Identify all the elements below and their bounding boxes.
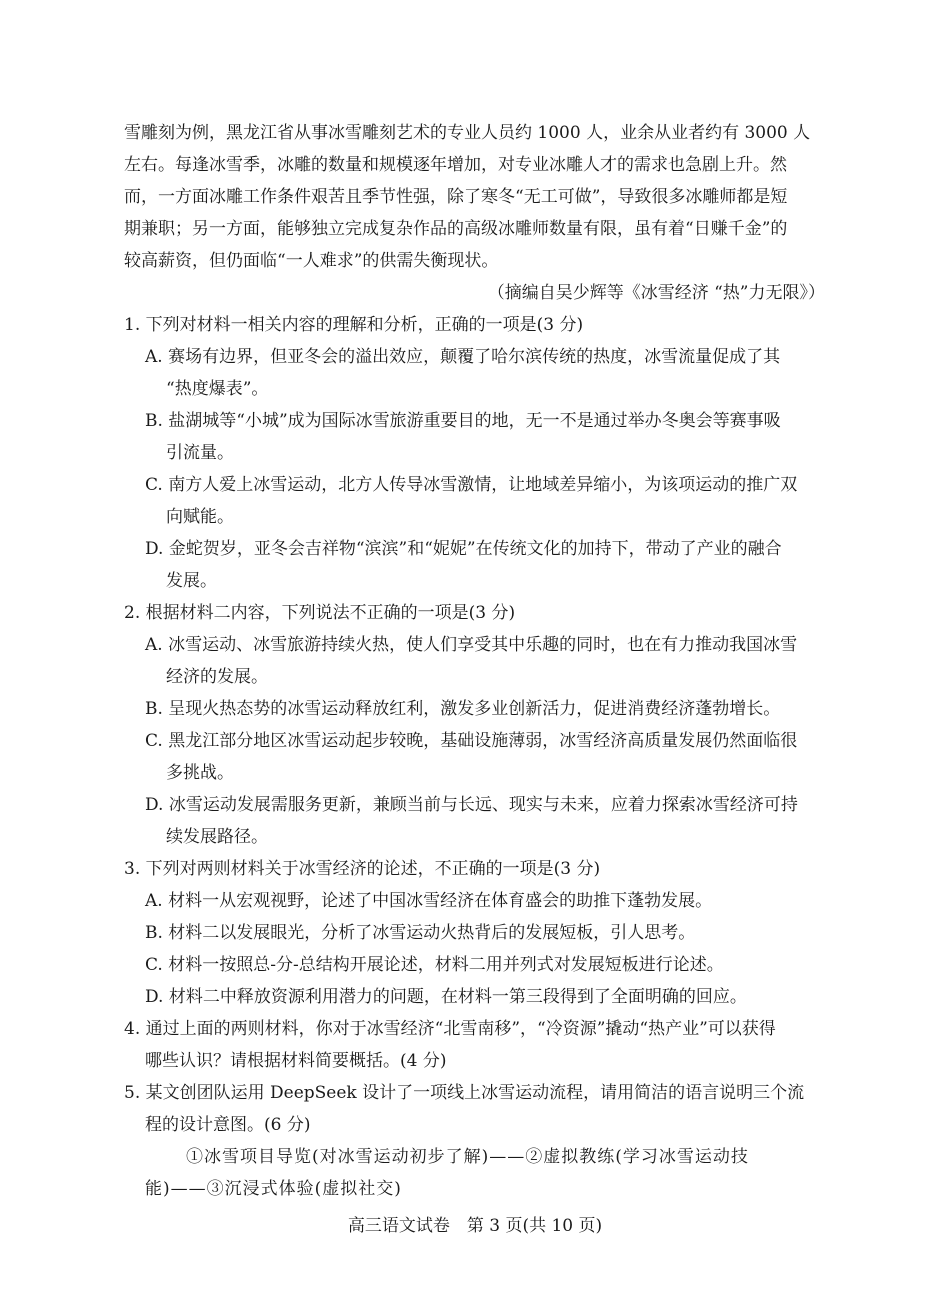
question-5-flow-cont: 能)——③沉浸式体验(虚拟社交) <box>145 1179 402 1199</box>
question-1-option-d-cont: 发展。 <box>166 571 217 591</box>
question-1-option-c: C. 南方人爱上冰雪运动，北方人传导冰雪激情，让地域差异缩小，为该项运动的推广双 <box>145 475 798 495</box>
question-5-flow: ①冰雪项目导览(对冰雪运动初步了解)——②虚拟教练(学习冰雪运动技 <box>186 1147 749 1167</box>
question-1-option-d: D. 金蛇贺岁，亚冬会吉祥物“滨滨”和“妮妮”在传统文化的加持下，带动了产业的融合 <box>145 539 782 559</box>
question-1-option-b-cont: 引流量。 <box>166 443 234 463</box>
question-1-option-c-cont: 向赋能。 <box>166 507 234 527</box>
question-3-option-d: D. 材料二中释放资源利用潜力的问题，在材料一第三段得到了全面明确的回应。 <box>145 987 747 1007</box>
question-5-stem: 5. 某文创团队运用 DeepSeek 设计了一项线上冰雪运动流程，请用简洁的语言说明三个流 <box>124 1083 805 1103</box>
question-2-option-a-cont: 经济的发展。 <box>166 667 268 687</box>
question-1-option-b: B. 盐湖城等“小城”成为国际冰雪旅游重要目的地，无一不是通过举办冬奥会等赛事吸 <box>145 411 781 431</box>
passage-line: 雪雕刻为例，黑龙江省从事冰雪雕刻艺术的专业人员约 1000 人，业余从业者约有 3000 人 <box>124 123 811 143</box>
question-3-option-a: A. 材料一从宏观视野，论述了中国冰雪经济在体育盛会的助推下蓬勃发展。 <box>145 891 713 911</box>
question-2-option-a: A. 冰雪运动、冰雪旅游持续火热，使人们享受其中乐趣的同时，也在有力推动我国冰雪 <box>145 635 798 655</box>
question-2-option-d: D. 冰雪运动发展需服务更新，兼顾当前与长远、现实与未来，应着力探索冰雪经济可持 <box>145 795 798 815</box>
question-4-stem-cont: 哪些认识？请根据材料简要概括。(4 分) <box>145 1051 447 1071</box>
question-2-option-c-cont: 多挑战。 <box>166 763 234 783</box>
page-footer: 高三语文试卷 第 3 页(共 10 页) <box>347 1216 603 1236</box>
question-3-stem: 3. 下列对两则材料关于冰雪经济的论述，不正确的一项是(3 分) <box>124 859 601 879</box>
question-1-stem: 1. 下列对材料一相关内容的理解和分析，正确的一项是(3 分) <box>124 315 584 335</box>
passage-line: 期兼职；另一方面，能够独立完成复杂作品的高级冰雕师数量有限，虽有着“日赚千金”的 <box>124 219 788 239</box>
question-3-option-b: B. 材料二以发展眼光，分析了冰雪运动火热背后的发展短板，引人思考。 <box>145 923 696 943</box>
question-2-option-c: C. 黑龙江部分地区冰雪运动起步较晚，基础设施薄弱，冰雪经济高质量发展仍然面临很 <box>145 731 798 751</box>
question-1-option-a: A. 赛场有边界，但亚冬会的溢出效应，颠覆了哈尔滨传统的热度，冰雪流量促成了其 <box>145 347 781 367</box>
question-2-stem: 2. 根据材料二内容，下列说法不正确的一项是(3 分) <box>124 603 516 623</box>
question-1-option-a-cont: “热度爆表”。 <box>166 379 269 399</box>
question-2-option-d-cont: 续发展路径。 <box>166 827 268 847</box>
question-3-option-c: C. 材料一按照总-分-总结构开展论述，材料二用并列式对发展短板进行论述。 <box>145 955 724 975</box>
question-4-stem: 4. 通过上面的两则材料，你对于冰雪经济“北雪南移”，“冷资源”撬动“热产业”可以获得 <box>124 1019 776 1039</box>
passage-line: 较高薪资，但仍面临“一人难求”的供需失衡现状。 <box>124 251 499 271</box>
question-5-stem-cont: 程的设计意图。(6 分) <box>145 1115 311 1135</box>
question-2-option-b: B. 呈现火热态势的冰雪运动释放红利，激发多业创新活力，促进消费经济蓬勃增长。 <box>145 699 781 719</box>
source-citation: （摘编自吴少辉等《冰雪经济 “热”力无限》） <box>487 283 825 303</box>
passage-line: 左右。每逢冰雪季，冰雕的数量和规模逐年增加，对专业冰雕人才的需求也急剧上升。然 <box>124 155 787 175</box>
passage-line: 而，一方面冰雕工作条件艰苦且季节性强，除了寒冬“无工可做”，导致很多冰雕师都是短 <box>124 187 788 207</box>
